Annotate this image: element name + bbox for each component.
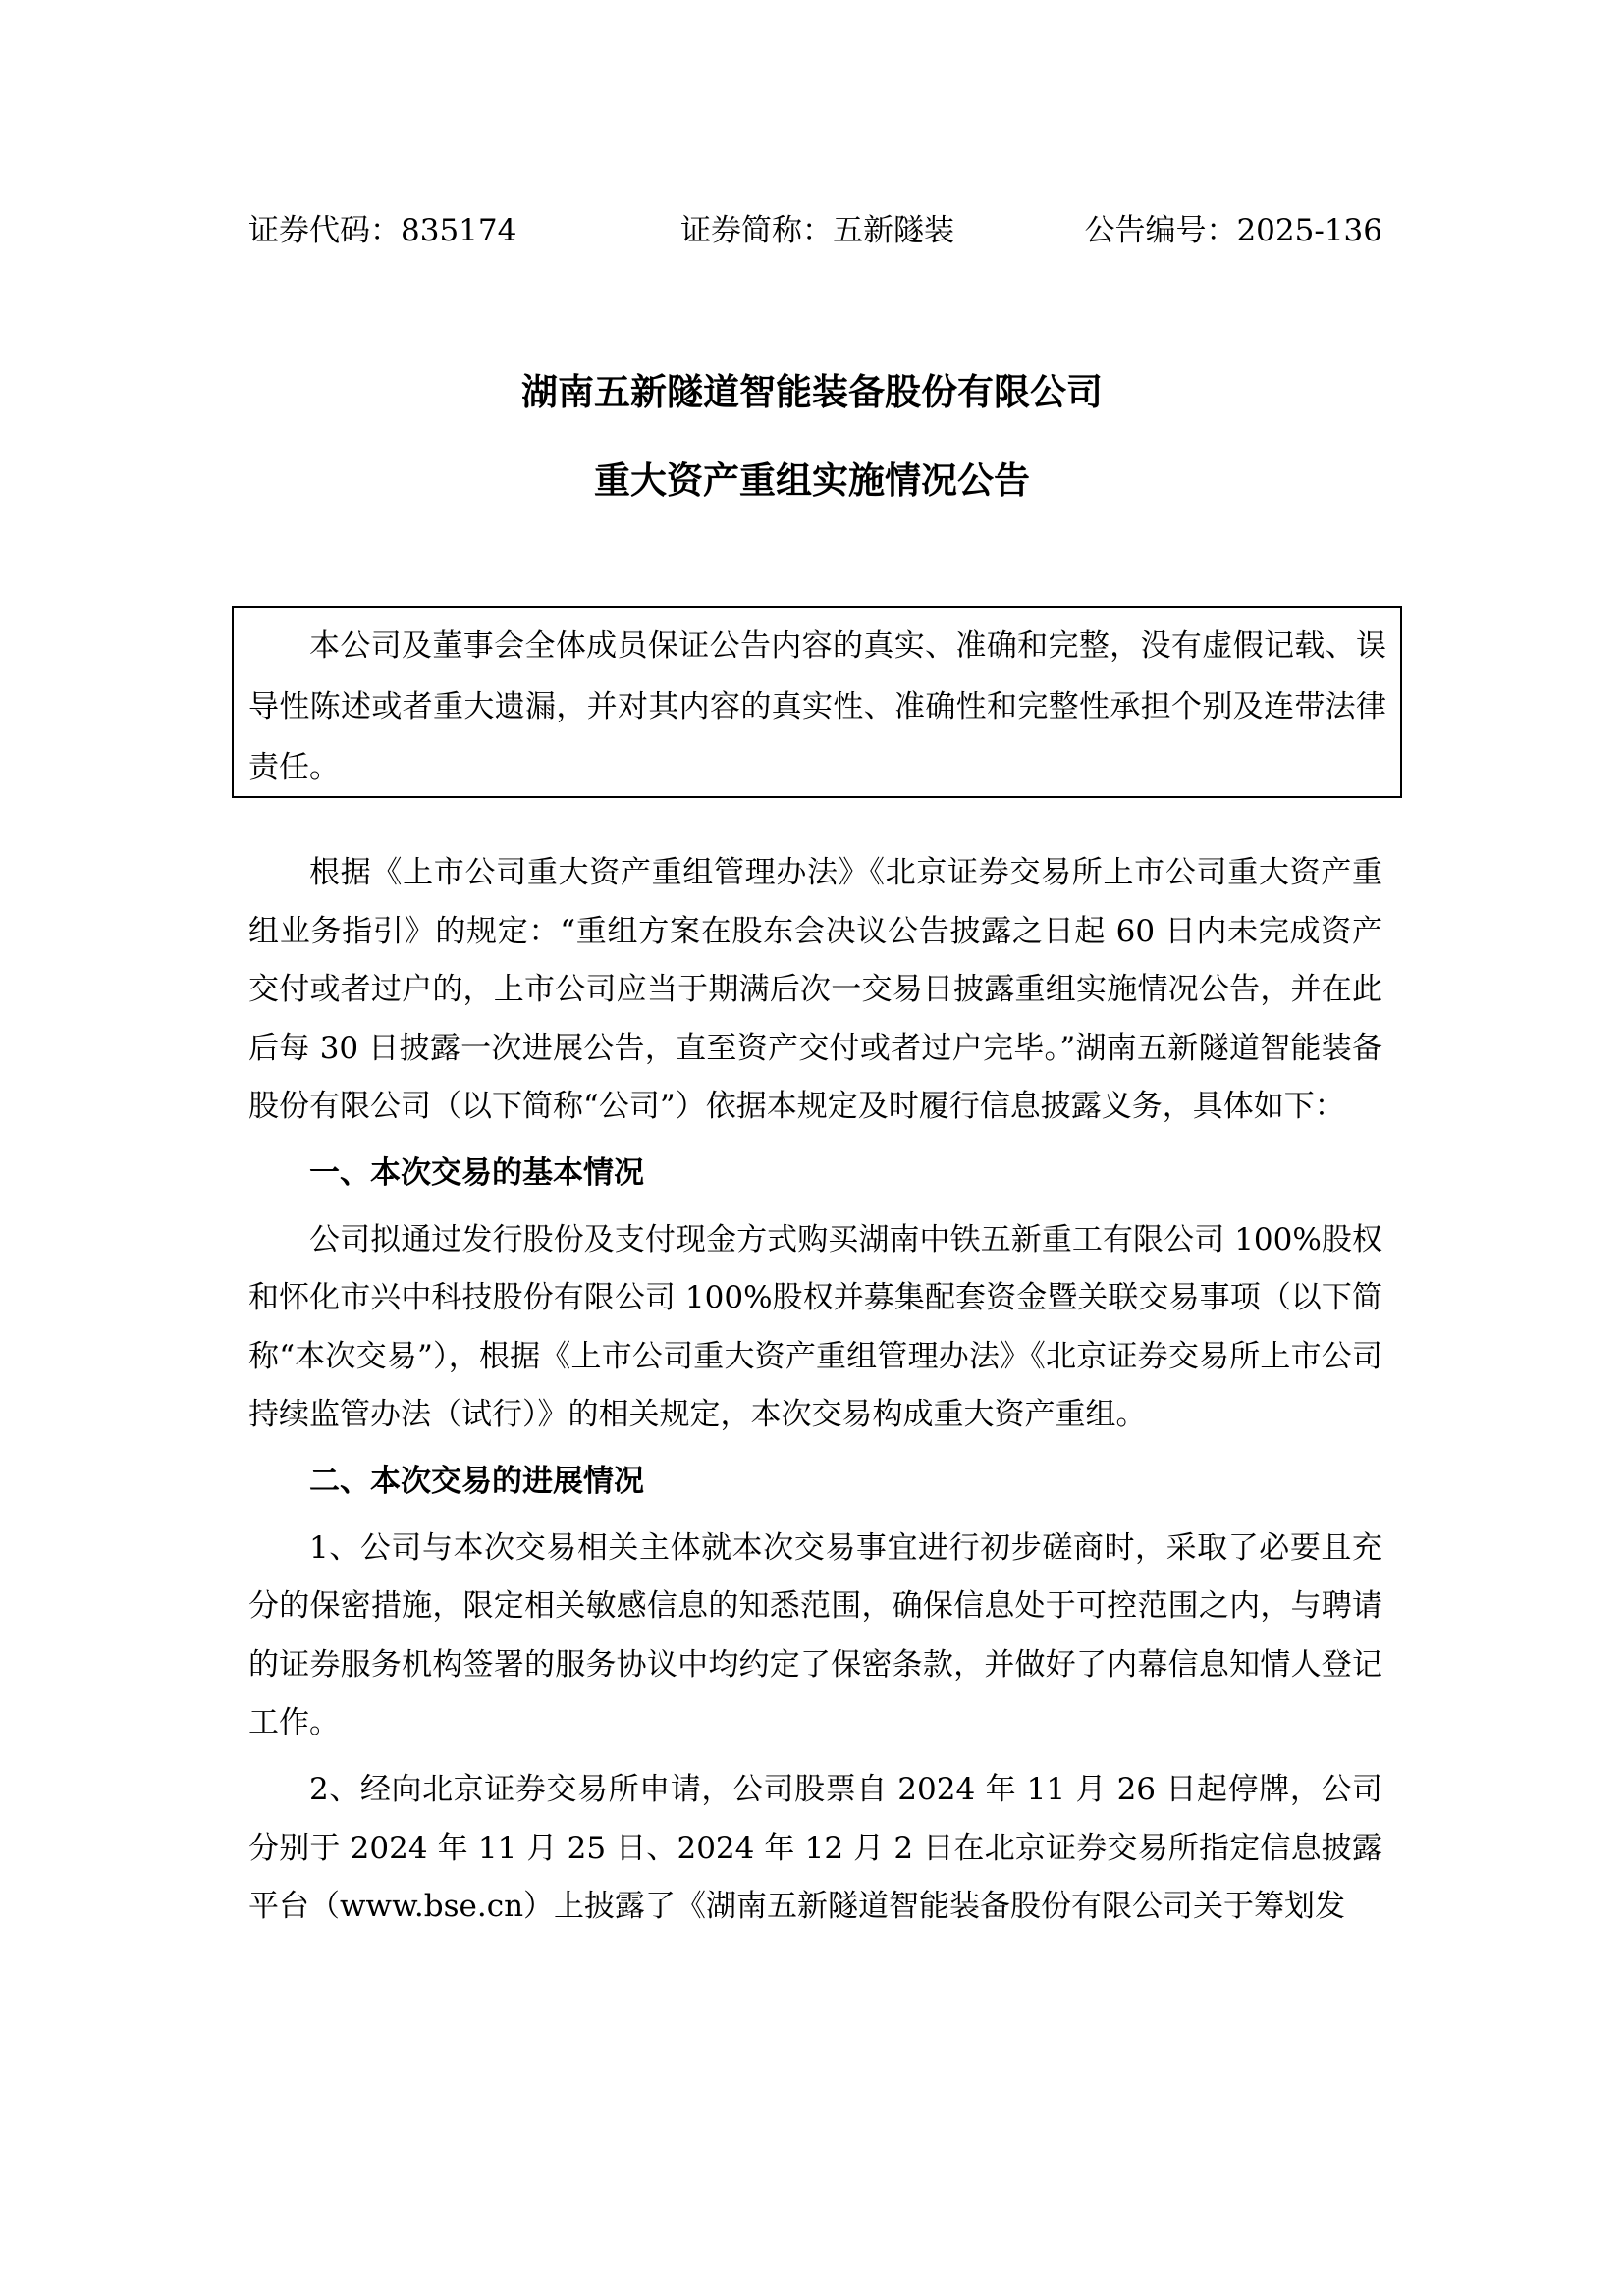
section-basic-info-text: 公司拟通过发行股份及支付现金方式购买湖南中铁五新重工有限公司 100%股权和怀化市兴中科技股份有限公司 100%股权并募集配套资金暨关联交易事项（以下简称“本次交易”），根据《上市公司重大资产重组管理办法》《北京证券交易所上市公司持续监管办法（试行）》的相关规定，本次交易构成重大资产重组。 — [248, 1221, 1382, 1433]
section-heading-progress: 二、本次交易的进展情况 — [309, 1463, 644, 1499]
announcement-title: 重大资产重组实施情况公告 — [594, 459, 1030, 502]
announcement-number: 公告编号：2025-136 — [1084, 213, 1382, 248]
document-header — [248, 206, 1382, 255]
stock-code: 证券代码：835174 — [248, 213, 517, 248]
announcement-body — [248, 844, 1382, 1945]
progress-item-1: 1、公司与本次交易相关主体就本次交易事宜进行初步磋商时，采取了必要且充分的保密措施，限定相关敏感信息的知悉范围，确保信息处于可控范围之内，与聘请的证券服务机构签署的服务协议中均约定了保密条款，并做好了内幕信息知情人登记工作。 — [248, 1529, 1382, 1741]
stock-abbreviation: 证券简称：五新隧装 — [680, 213, 954, 248]
company-name-title: 湖南五新隧道智能装备股份有限公司 — [521, 371, 1103, 413]
disclaimer-box: 本公司及董事会全体成员保证公告内容的真实、准确和完整，没有虚假记载、误导性陈述或者重大遗漏，并对其内容的真实性、准确性和完整性承担个别及连带法律责任。 — [232, 606, 1402, 798]
section-heading-basic-info: 一、本次交易的基本情况 — [309, 1154, 644, 1191]
progress-item-2: 2、经向北京证券交易所申请，公司股票自 2024 年 11 月 26 日起停牌，公司分别于 2024 年 11 月 25 日、2024 年 12 月 2 日在北京证券交易所指定信息披露平台（www.bse.cn）上披露了《湖南五新隧道智能装备股份有限公司关于筹划发 — [248, 1771, 1382, 1925]
intro-paragraph: 根据《上市公司重大资产重组管理办法》《北京证券交易所上市公司重大资产重组业务指引》的规定：“重组方案在股东会决议公告披露之日起 60 日内未完成资产交付或者过户的，上市公司应当于期满后次一交易日披露重组实施情况公告，并在此后每 30 日披露一次进展公告，直至资产交付或者过户完毕。”湖南五新隧道智能装备股份有限公司（以下简称“公司”）依据本规定及时履行信息披露义务，具体如下： — [248, 855, 1382, 1125]
